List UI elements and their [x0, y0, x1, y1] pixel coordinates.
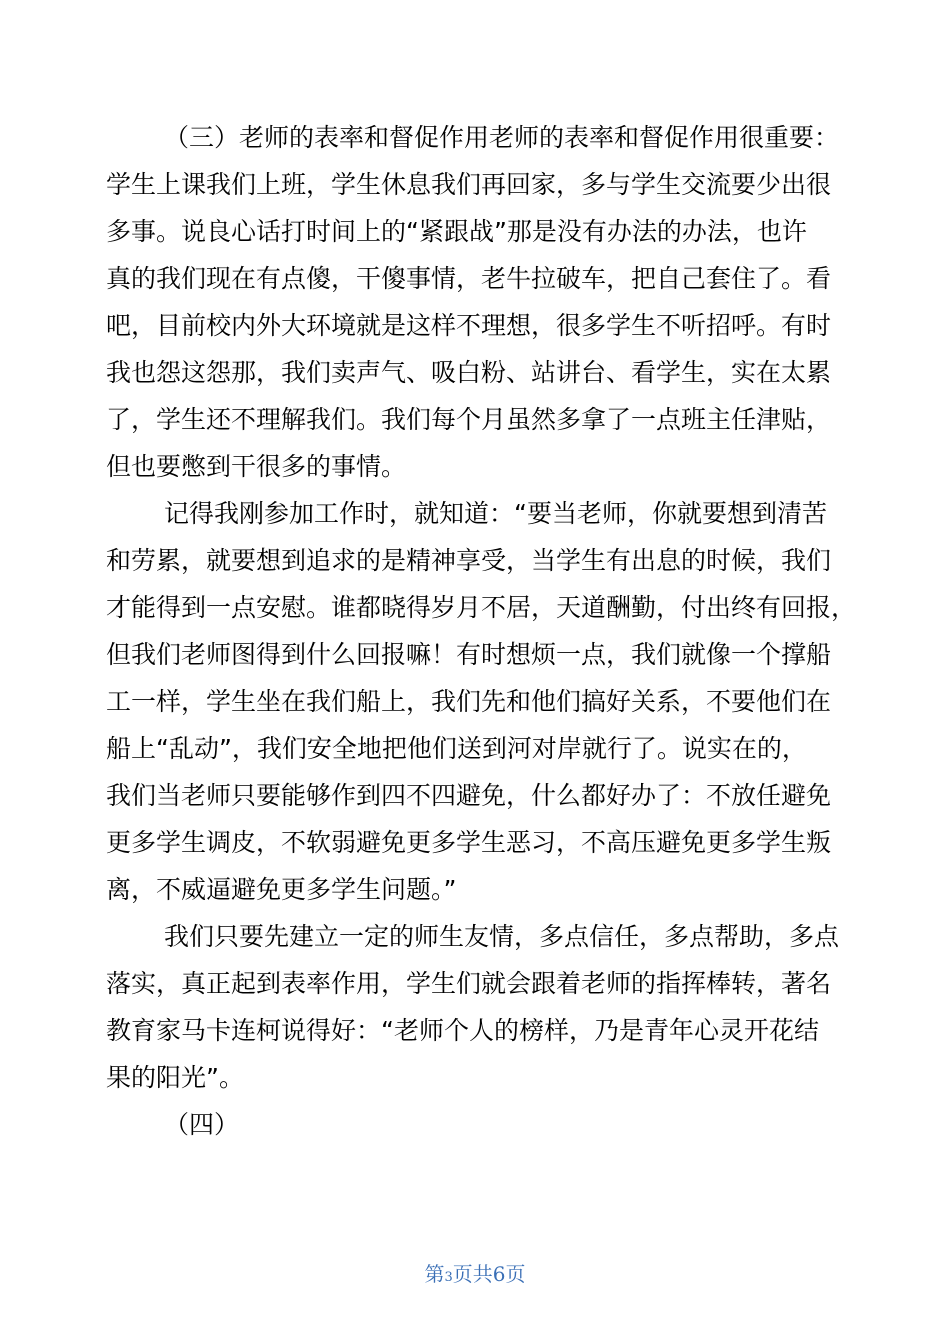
paragraph-line: 学生上课我们上班，学生休息我们再回家，多与学生交流要少出很: [106, 170, 832, 199]
paragraph-line: 了，学生还不理解我们。我们每个月虽然多拿了一点班主任津贴，: [106, 405, 832, 434]
paragraph-line: 我也怨这怨那，我们卖声气、吸白粉、站讲台、看学生，实在太累: [106, 358, 832, 387]
paragraph-line: （三）老师的表率和督促作用老师的表率和督促作用很重要：: [164, 123, 840, 152]
paragraph-line: 记得我刚参加工作时，就知道：“要当老师，你就要想到清苦: [164, 499, 827, 528]
paragraph-line: 教育家马卡连柯说得好：“老师个人的榜样，乃是青年心灵开花结: [106, 1016, 819, 1045]
paragraph-line: 但我们老师图得到什么回报嘛！有时想烦一点，我们就像一个撑船: [106, 640, 832, 669]
paragraph-line: 船上“乱动”，我们安全地把他们送到河对岸就行了。说实在的，: [106, 734, 807, 763]
paragraph-line: 我们当老师只要能够作到四不四避免，什么都好办了：不放任避免: [106, 781, 832, 810]
footer-page-number: 3: [444, 1270, 453, 1285]
paragraph-line: 和劳累，就要想到追求的是精神享受，当学生有出息的时候，我们: [106, 546, 832, 575]
paragraph-line: 工一样，学生坐在我们船上，我们先和他们搞好关系，不要他们在: [106, 687, 832, 716]
footer-suffix: 页: [505, 1262, 526, 1286]
section-heading: （四）: [164, 1110, 240, 1139]
paragraph-line: 更多学生调皮，不软弱避免更多学生恶习，不高压避免更多学生叛: [106, 828, 832, 857]
paragraph-line: 落实，真正起到表率作用，学生们就会跟着老师的指挥棒转，著名: [106, 969, 832, 998]
paragraph-line: 但也要憋到干很多的事情。: [106, 452, 407, 481]
paragraph-line: 离，不威逼避免更多学生问题。”: [106, 875, 457, 904]
footer-total-pages: 6: [492, 1262, 506, 1286]
paragraph-line: 真的我们现在有点傻，干傻事情，老牛拉破车，把自己套住了。看: [106, 264, 832, 293]
page-footer: [0, 1258, 950, 1287]
paragraph-line: 吧，目前校内外大环境就是这样不理想，很多学生不听招呼。有时: [106, 311, 832, 340]
paragraph-line: 我们只要先建立一定的师生友情，多点信任，多点帮助，多点: [164, 922, 840, 951]
paragraph-line: 多事。说良心话打时间上的“紧跟战”那是没有办法的办法，也许: [106, 217, 807, 246]
body-text: [106, 114, 857, 1148]
paragraph-line: 才能得到一点安慰。谁都晓得岁月不居，天道酬勤，付出终有回报，: [106, 593, 857, 622]
footer-prefix: 第: [424, 1262, 445, 1286]
paragraph-line: 果的阳光”。: [106, 1063, 244, 1092]
footer-middle: 页共: [452, 1262, 493, 1286]
